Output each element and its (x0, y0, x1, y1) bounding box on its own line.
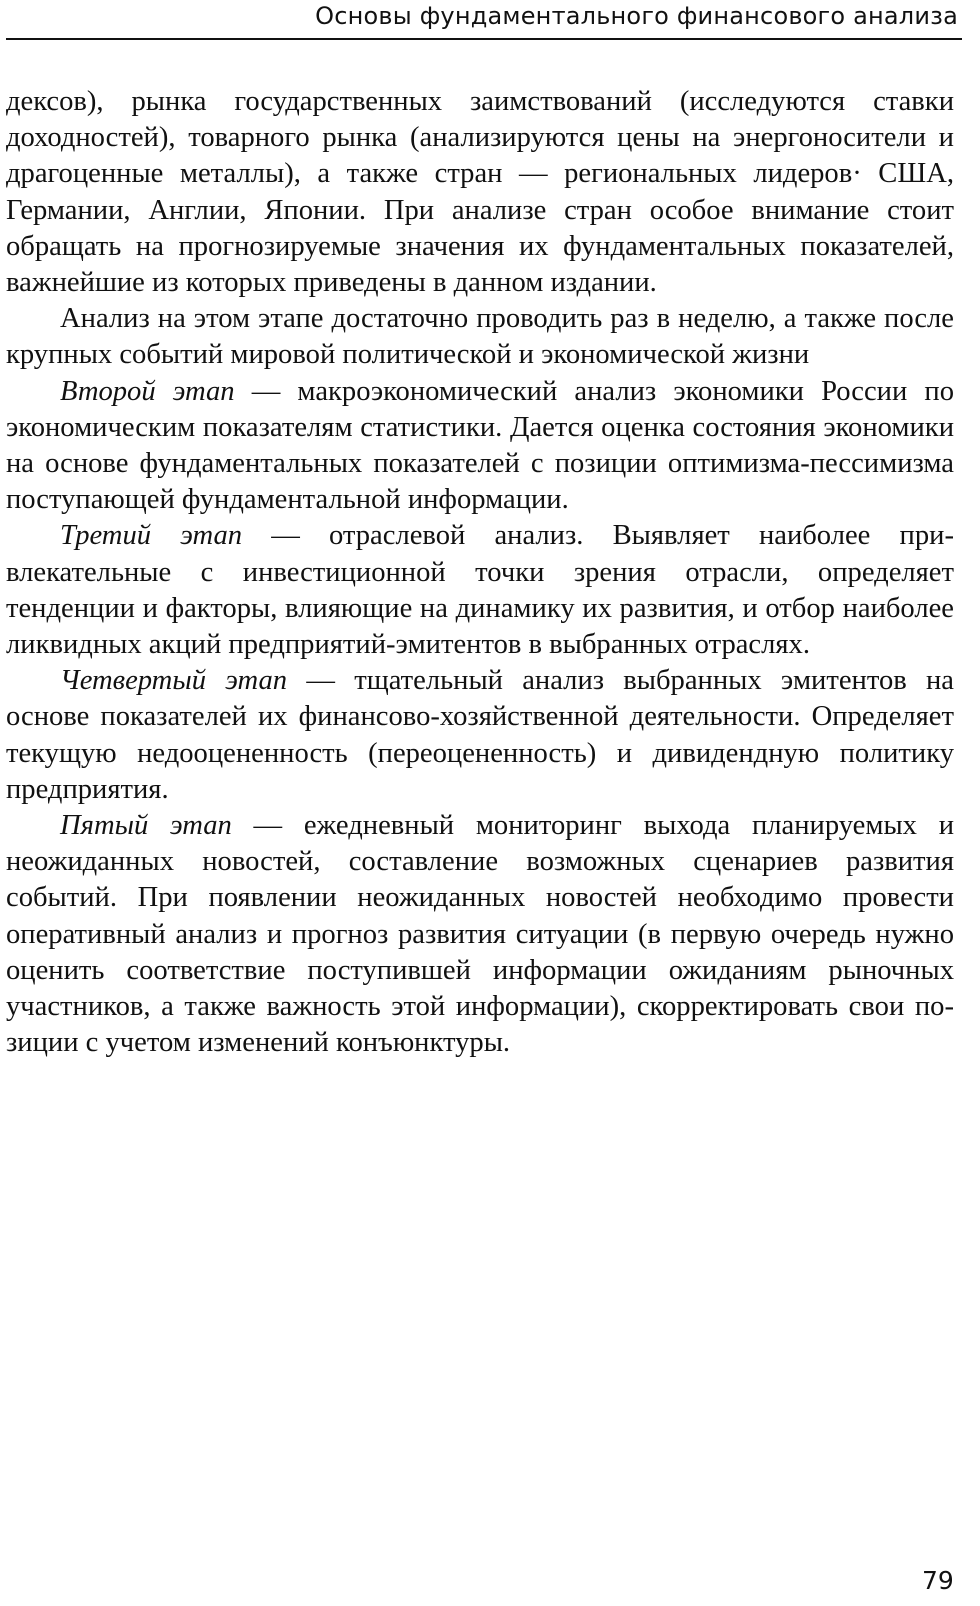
paragraph-text: — тщательный анализ выбранных эмитентов на основе показателей их финансово-хозяйственной деятельности. Определяет текущую недооцененность (переоцененность) и дивидендную политику предприятия. (6, 665, 954, 805)
header-rule (6, 38, 962, 40)
stage-lead: Третий этап (60, 520, 243, 552)
paragraph-weekly-analysis (6, 301, 954, 373)
body-text (6, 84, 954, 1061)
paragraph-text: — отраслевой анализ. Выявляет наиболее привлекательные с инвестиционной точки зрения отрасли, определяет тенденции и факторы, влияющие на динамику их развития, и отбор наиболее ликвидных акций предприятий-эмитентов в выбранных отраслях. (6, 520, 954, 661)
paragraph-text: — ежедневный мониторинг выхода планируемых и неожиданных новостей, составление возможных сценариев развития событий. При появлении неожиданных новостей необходимо провести оперативный анализ и прогноз развития ситуации (в первую очередь нужно оценить соответствие поступившей информации ожиданиям рыночных участников, а также важность этой информации), скорректировать свои позиции с учетом изменений конъюнктуры. (6, 810, 954, 1059)
paragraph-stage-3 (6, 518, 954, 663)
paragraph-stage-2 (6, 374, 954, 519)
running-header: Основы фундаментального финансового анализа (315, 2, 958, 30)
stage-lead: Пятый этап (60, 810, 232, 842)
paragraph-continuation (6, 84, 954, 301)
paragraph-text: Анализ на этом этапе достаточно проводить раз в неделю, а также после крупных событий мировой политической и экономической жизни (6, 303, 954, 371)
paragraph-stage-5 (6, 808, 954, 1061)
page-number: 79 (922, 1566, 954, 1595)
paragraph-text: дексов), рынка государственных заимствований (исследуются ставки доходностей), товарного рынка (анализируются цены на энергоносители и драгоценные металлы), а также стран — региональных лидеров· США, Германии, Англии, Японии. При анализе стран особое внимание стоит обращать на прогнозируемые значения их фундаментальных показателей, важнейшие из которых приведены в данном издании. (6, 86, 954, 299)
stage-lead: Второй этап (60, 375, 235, 407)
paragraph-stage-4 (6, 663, 954, 808)
paragraph-text: — макроэкономический анализ экономики России по экономическим показателям статистики. Дается оценка состояния экономики на основе фундаментальных показателей с позиции оптимизма-пессимизма поступающей фундаментальной информации. (6, 375, 954, 516)
stage-lead: Четвертый этап (60, 665, 288, 697)
